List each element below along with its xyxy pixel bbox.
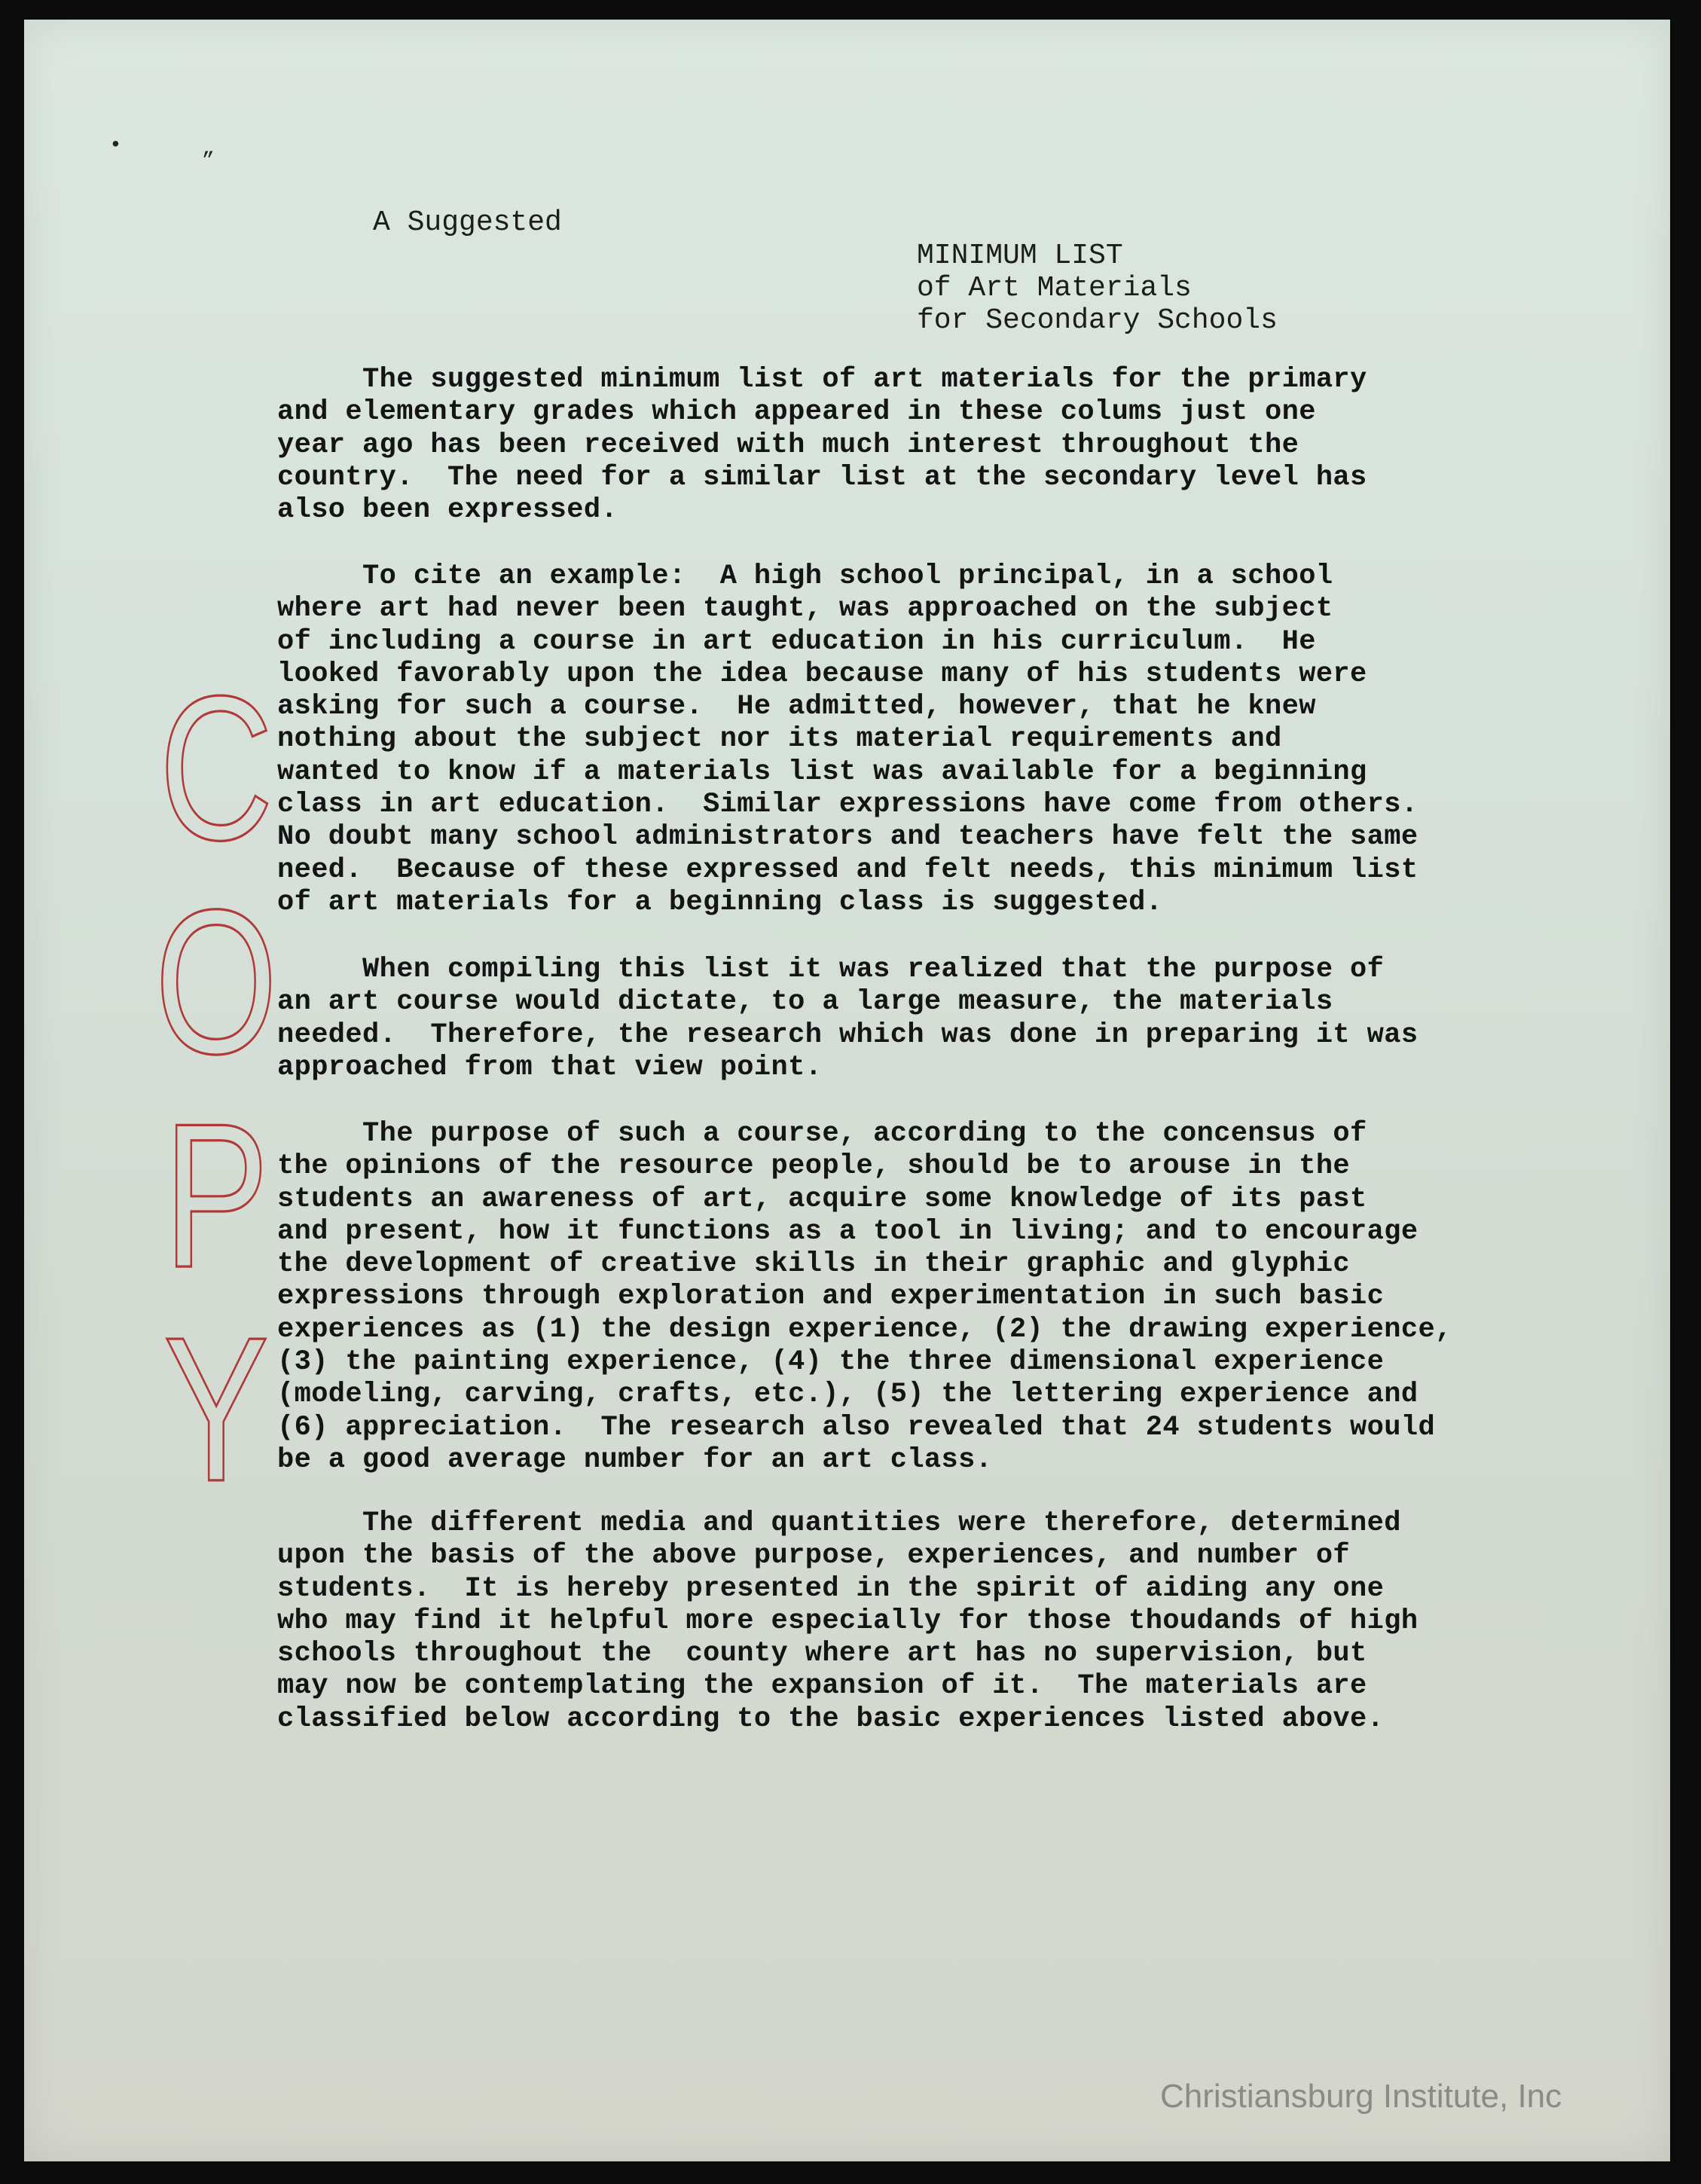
text-line: and elementary grades which appeared in these colums just one <box>277 396 1316 429</box>
text-line: also been expressed. <box>277 494 618 527</box>
document-title <box>917 240 1278 337</box>
margin-mark: • <box>109 134 122 157</box>
paragraph-4 <box>277 1118 1633 1477</box>
text-line: an art course would dictate, to a large measure, the materials <box>277 986 1333 1019</box>
text-line: of including a course in art education in his curriculum. He <box>277 625 1316 658</box>
text-line: asking for such a course. He admitted, however, that he knew <box>277 691 1316 723</box>
archive-watermark: Christiansburg Institute, Inc <box>1160 2078 1562 2115</box>
document-page <box>24 20 1670 2161</box>
text-line: upon the basis of the above purpose, experiences, and number of <box>277 1540 1351 1572</box>
margin-mark: „ <box>202 137 215 160</box>
text-line: students an awareness of art, acquire some knowledge of its past <box>277 1183 1367 1215</box>
text-line: class in art education. Similar expressions have come from others. <box>277 789 1419 821</box>
paragraph-5 <box>277 1507 1633 1736</box>
text-line: experiences as (1) the design experience, (2) the drawing experience, <box>277 1313 1452 1346</box>
text-line: the opinions of the resource people, should be to arouse in the <box>277 1150 1351 1183</box>
text-line: country. The need for a similar list at the secondary level has <box>277 461 1367 493</box>
text-line: needed. Therefore, the research which was done in preparing it was <box>277 1019 1419 1051</box>
title-line: MINIMUM LIST <box>917 240 1123 272</box>
text-line: and present, how it functions as a tool in living; and to encourage <box>277 1215 1419 1248</box>
text-line: students. It is hereby presented in the spirit of aiding any one <box>277 1572 1385 1605</box>
stamp-letter: P <box>163 1080 270 1311</box>
text-line: The purpose of such a course, according to the concensus of <box>277 1118 1367 1150</box>
text-line: No doubt many school administrators and teachers have felt the same <box>277 821 1419 854</box>
paragraph-3 <box>277 954 1633 1084</box>
text-line: year ago has been received with much interest throughout the <box>277 429 1299 461</box>
title-line: of Art Materials <box>917 272 1192 304</box>
text-line: may now be contemplating the expansion of it. The materials are <box>277 1670 1367 1703</box>
copy-stamp-letters <box>154 653 277 1524</box>
text-line: (modeling, carving, crafts, etc.), (5) the lettering experience and <box>277 1379 1419 1411</box>
text-line: where art had never been taught, was approached on the subject <box>277 593 1333 625</box>
text-line: need. Because of these expressed and felt needs, this minimum list <box>277 854 1419 886</box>
text-line: (3) the painting experience, (4) the three dimensional experience <box>277 1346 1385 1379</box>
title-line: for Secondary Schools <box>917 304 1278 337</box>
text-line: nothing about the subject nor its material requirements and <box>277 723 1282 756</box>
paragraph-1 <box>277 364 1633 527</box>
text-line: wanted to know if a materials list was available for a beginning <box>277 756 1367 788</box>
text-line: looked favorably upon the idea because many of his students were <box>277 658 1367 690</box>
text-line: expressions through exploration and experimentation in such basic <box>277 1281 1385 1313</box>
paragraph-2 <box>277 561 1633 919</box>
text-line: schools throughout the county where art has no supervision, but <box>277 1638 1367 1670</box>
text-line: classified below according to the basic experiences listed above. <box>277 1703 1385 1735</box>
text-line: The suggested minimum list of art materials for the primary <box>277 364 1367 396</box>
text-line: the development of creative skills in their graphic and glyphic <box>277 1248 1351 1281</box>
text-line: who may find it helpful more especially for those thoudands of high <box>277 1605 1419 1637</box>
stamp-letter: C <box>159 653 273 883</box>
text-line: be a good average number for an art class. <box>277 1443 993 1476</box>
copy-stamp <box>154 653 278 1525</box>
stamp-letter: Y <box>163 1294 270 1525</box>
text-line: approached from that view point. <box>277 1051 823 1083</box>
text-line: of art materials for a beginning class is suggested. <box>277 886 1163 918</box>
text-line: (6) appreciation. The research also revealed that 24 students would <box>277 1411 1436 1443</box>
text-line: The different media and quantities were therefore, determined <box>277 1507 1401 1539</box>
stamp-letter: O <box>154 866 278 1097</box>
text-line: When compiling this list it was realized that the purpose of <box>277 954 1385 985</box>
heading-small: A Suggested <box>373 206 562 239</box>
text-line: To cite an example: A high school principal, in a school <box>277 561 1333 592</box>
